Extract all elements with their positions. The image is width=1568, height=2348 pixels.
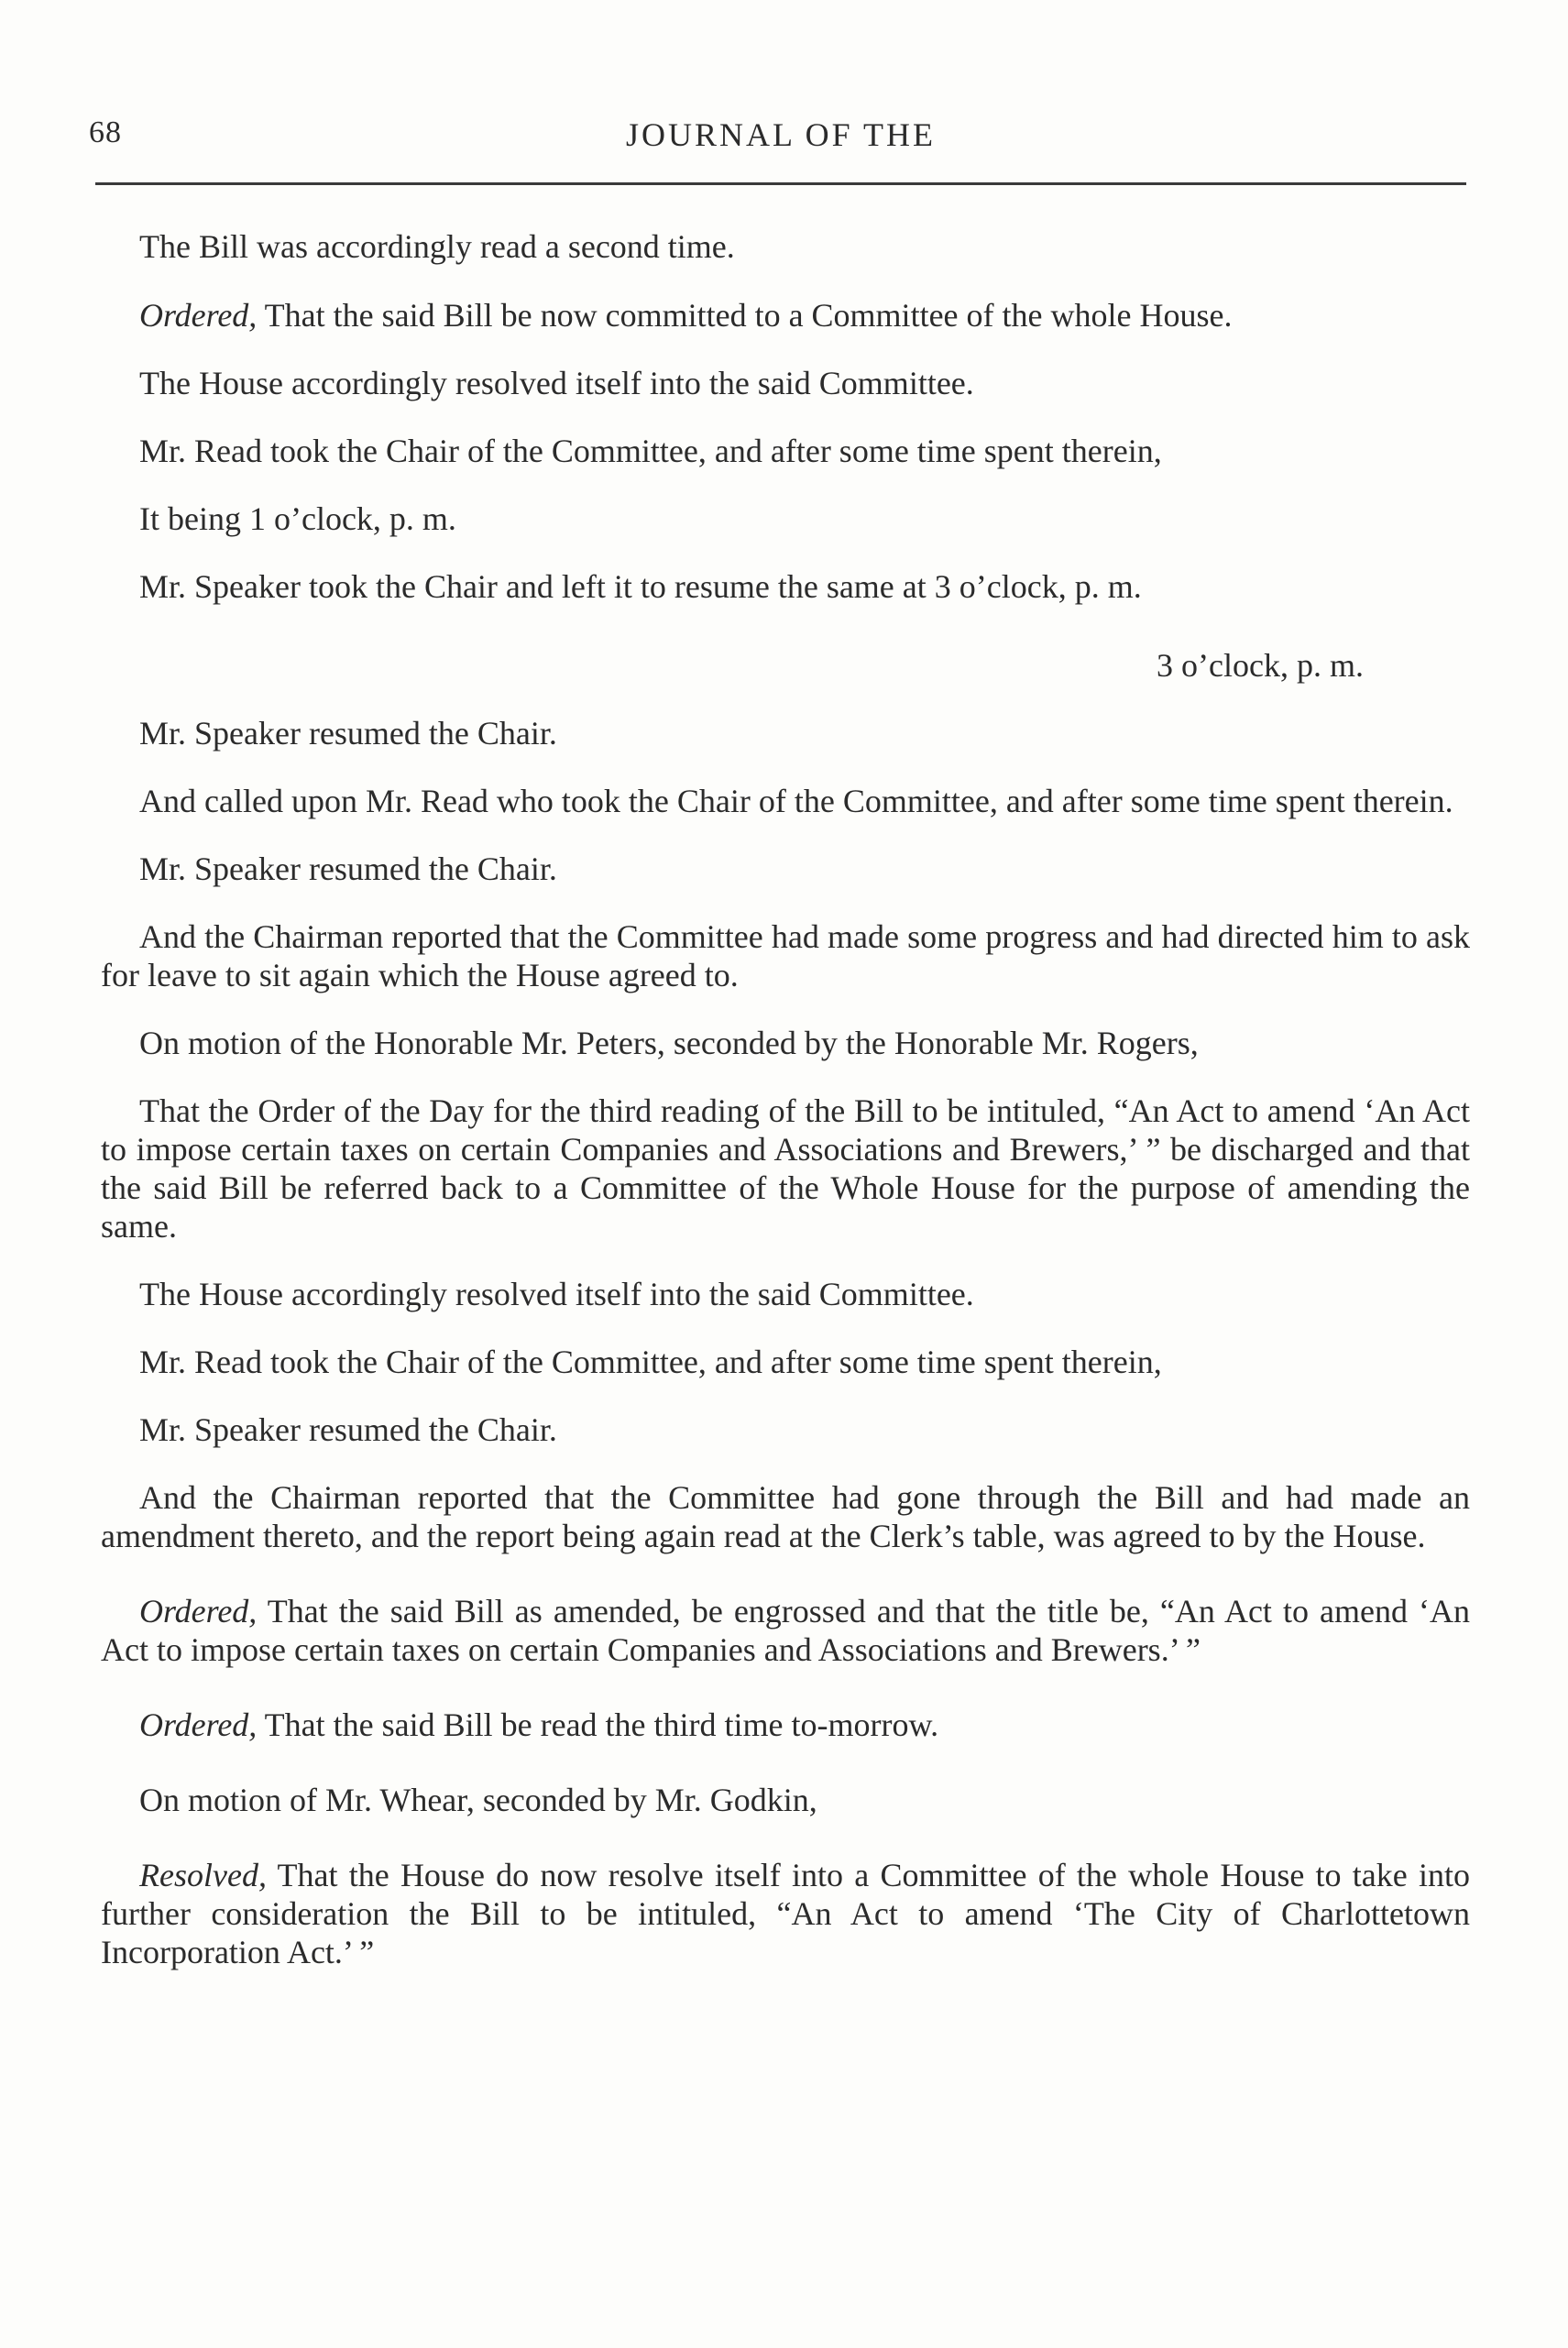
paragraph-text: That the Order of the Day for the third reading of the Bill to be intituled, “An Act to amend ‘An Act to impose certain taxes on certain Companies and Associations and Brewers,’ ” be discharged and that the said Bill be referred back to a Committee of the Whole House for the purpose of amending the same. — [101, 1092, 1470, 1245]
page-number: 68 — [89, 115, 122, 149]
paragraph — [101, 1343, 1470, 1381]
paragraph — [101, 917, 1470, 994]
paragraph — [101, 432, 1470, 470]
paragraph — [101, 499, 1470, 538]
paragraph-text: Mr. Speaker resumed the Chair. — [139, 850, 557, 887]
paragraph-text: Mr. Speaker resumed the Chair. — [139, 1411, 557, 1448]
paragraph-lead: Ordered, — [139, 1593, 258, 1629]
paragraph — [101, 1024, 1470, 1062]
paragraph — [101, 1092, 1470, 1245]
paragraph — [101, 227, 1470, 266]
paragraph-text: 3 o’clock, p. m. — [1157, 647, 1364, 684]
paragraph-lead: Ordered, — [139, 297, 258, 334]
paragraph-text: On motion of the Honorable Mr. Peters, seconded by the Honorable Mr. Rogers, — [139, 1025, 1199, 1061]
paragraph-text: That the House do now resolve itself into a Committee of the whole House to take into further consideration the Bill to be intituled, “An Act to amend ‘The City of Charlottetown Incorporation Act.’ ” — [101, 1857, 1470, 1970]
paragraph-text: Mr. Speaker resumed the Chair. — [139, 715, 557, 752]
paragraph-text: Mr. Read took the Chair of the Committee, and after some time spent therein, — [139, 433, 1162, 469]
paragraph-text: On motion of Mr. Whear, seconded by Mr. Godkin, — [139, 1782, 817, 1818]
paragraph-text: That the said Bill be now committed to a Committee of the whole House. — [257, 297, 1233, 334]
paragraph-text: The Bill was accordingly read a second time. — [139, 228, 735, 265]
paragraph-lead: Resolved, — [139, 1857, 267, 1893]
paragraph — [101, 1856, 1470, 1971]
paragraph-text: That the said Bill be read the third time to-morrow. — [257, 1706, 939, 1743]
paragraph-lead: Ordered, — [139, 1706, 258, 1743]
paragraph — [101, 1592, 1470, 1669]
paragraph-text: Mr. Read took the Chair of the Committee, and after some time spent therein, — [139, 1344, 1162, 1380]
paragraph-text: The House accordingly resolved itself into the said Committee. — [139, 365, 974, 401]
paragraph-text: And the Chairman reported that the Committee had gone through the Bill and had made an amendment thereto, and the report being again read at the Clerk’s table, was agreed to by the House. — [101, 1479, 1470, 1554]
paragraph-text: Mr. Speaker took the Chair and left it to resume the same at 3 o’clock, p. m. — [139, 568, 1142, 605]
paragraph-text: It being 1 o’clock, p. m. — [139, 500, 456, 537]
paragraph — [101, 1410, 1470, 1449]
running-head: JOURNAL OF THE — [625, 116, 936, 153]
paragraph-text: That the said Bill as amended, be engrossed and that the title be, “An Act to amend ‘An Act to impose certain taxes on certain Companies and Associations and Brewers.’ ” — [101, 1593, 1470, 1668]
paragraph — [101, 782, 1470, 820]
paragraph — [101, 296, 1470, 335]
paragraph — [101, 1275, 1470, 1313]
paragraph — [101, 1781, 1470, 1819]
paragraph-text: And called upon Mr. Read who took the Chair of the Committee, and after some time spent therein. — [139, 783, 1453, 819]
paragraph — [101, 364, 1470, 402]
journal-body — [101, 218, 1470, 1971]
paragraph — [101, 1478, 1470, 1555]
paragraph-text: The House accordingly resolved itself into the said Committee. — [139, 1276, 974, 1312]
paragraph-text: And the Chairman reported that the Committee had made some progress and had directed him to ask for leave to sit again which the House agreed to. — [101, 918, 1470, 993]
paragraph — [101, 567, 1470, 606]
paragraph — [101, 1706, 1470, 1744]
header-rule — [95, 182, 1466, 185]
paragraph — [101, 850, 1470, 888]
time-note — [101, 646, 1470, 685]
page-header — [89, 110, 1473, 156]
paragraph — [101, 714, 1470, 752]
